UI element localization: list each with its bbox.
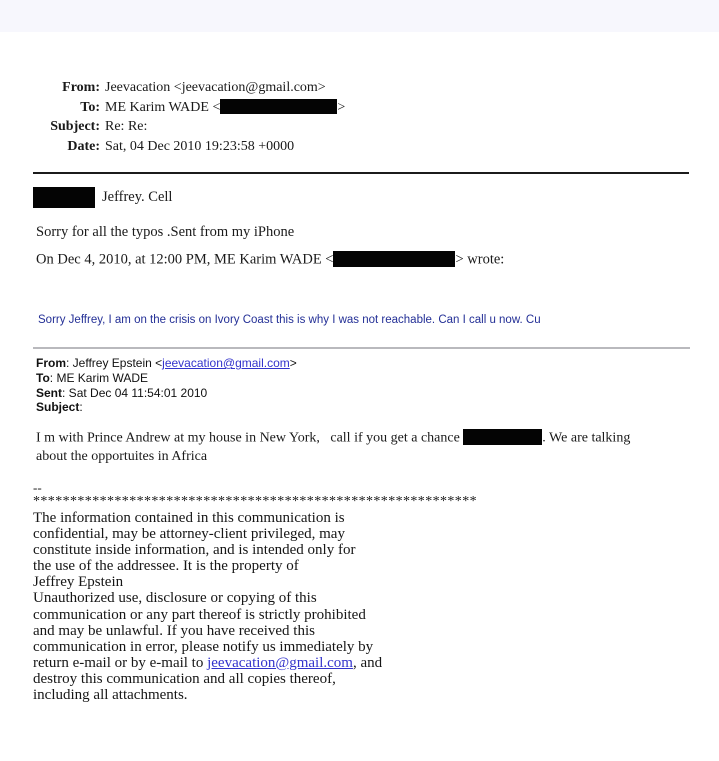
quote-intro-pre: On Dec 4, 2010, at 12:00 PM, ME Karim WADE < [36,251,334,268]
notify-line-pre: return e-mail or by e-mail to [33,654,208,671]
disclaimer-line: Jeffrey Epstein [33,574,124,591]
redaction-bar [463,429,542,445]
signature-block [33,482,477,703]
from-value: Jeevacation <jeevacation@gmail.com> [105,80,326,95]
quoted-header-subject [36,400,297,415]
redaction-bar [220,99,337,114]
quoted-subject-value: : [79,400,83,415]
date-label: Date: [67,138,100,154]
redaction-bar [33,187,95,208]
quoted-email-header [36,356,297,415]
disclaimer-line: communication or any part thereof is strictly prohibited [33,606,366,623]
quoted-body-text [36,429,676,467]
disclaimer-line: constitute inside information, and is intended only for [33,542,356,559]
subject-value: Re: Re: [105,119,148,134]
quoted-sent-value: : Sat Dec 04 11:54:01 2010 [62,385,208,400]
header-row-date [33,137,345,157]
to-label: To: [80,99,100,115]
to-value-pre: ME Karim WADE < [105,99,221,115]
reply-text-blue: Sorry Jeffrey, I am on the crisis on Ivory Coast this is why I was not reachable. Can I call u now. Cu [38,314,541,326]
top-margin-strip [0,0,719,32]
redaction-bar [333,251,455,267]
cell-number-line [33,187,172,208]
quoted-message-divider [33,347,690,349]
header-row-to [33,98,345,118]
header-divider-rule [33,172,689,174]
disclaimer-line: The information contained in this communication is [33,510,345,526]
cell-text: Jeffrey. Cell [102,189,173,205]
date-value: Sat, 04 Dec 2010 19:23:58 +0000 [105,138,295,154]
quoted-header-to [36,371,297,386]
quoted-header-sent [36,386,297,401]
from-label: From: [62,80,100,95]
quoted-from-label: From [36,356,66,370]
header-row-from [33,78,345,98]
to-value-post: > [337,99,346,115]
to-value [105,98,345,118]
disclaimer-line: and may be unlawful. If you have received this [33,622,315,639]
disclaimer-line [33,655,477,671]
quote-intro-post: > wrote: [455,251,505,268]
email-header [33,78,345,156]
typos-line: Sorry for all the typos .Sent from my iPhone [36,224,295,240]
quoted-from-pre: : Jeffrey Epstein < [66,356,163,370]
quoted-body-pre: I m with Prince Andrew at my house in New York, call if you get a chance [36,430,464,446]
disclaimer-line: including all attachments. [33,687,188,704]
quote-intro-line [36,251,504,269]
quoted-body-line2: about the opportuites in Africa [36,449,208,464]
quoted-to-label: To [36,370,50,385]
quoted-to-value: : ME Karim WADE [49,370,149,385]
quoted-body-post: . We are talking [542,430,631,446]
quoted-header-from [36,356,297,371]
quoted-sent-label: Sent [36,385,63,400]
header-row-subject [33,117,345,137]
disclaimer-line: destroy this communication and all copies thereof, [33,670,336,687]
disclaimer-line: Unauthorized use, disclosure or copying of this [33,590,317,607]
disclaimer-line: communication in error, please notify us immediately by [33,638,374,655]
signature-delimiter: -- [33,480,42,495]
disclaimer-line: confidential, may be attorney-client privileged, may [33,526,345,543]
notify-line-post: , and [352,654,383,671]
disclaimer-line: the use of the addressee. It is the property of [33,558,299,575]
subject-label: Subject: [50,119,100,134]
quoted-subject-label: Subject [36,400,80,415]
asterisk-rule: ************************************************************ [33,494,477,509]
email-link[interactable]: jeevacation@gmail.com [207,654,353,671]
email-link[interactable]: jeevacation@gmail.com [162,356,290,370]
disclaimer [33,510,477,703]
quoted-from-post: > [289,356,297,370]
